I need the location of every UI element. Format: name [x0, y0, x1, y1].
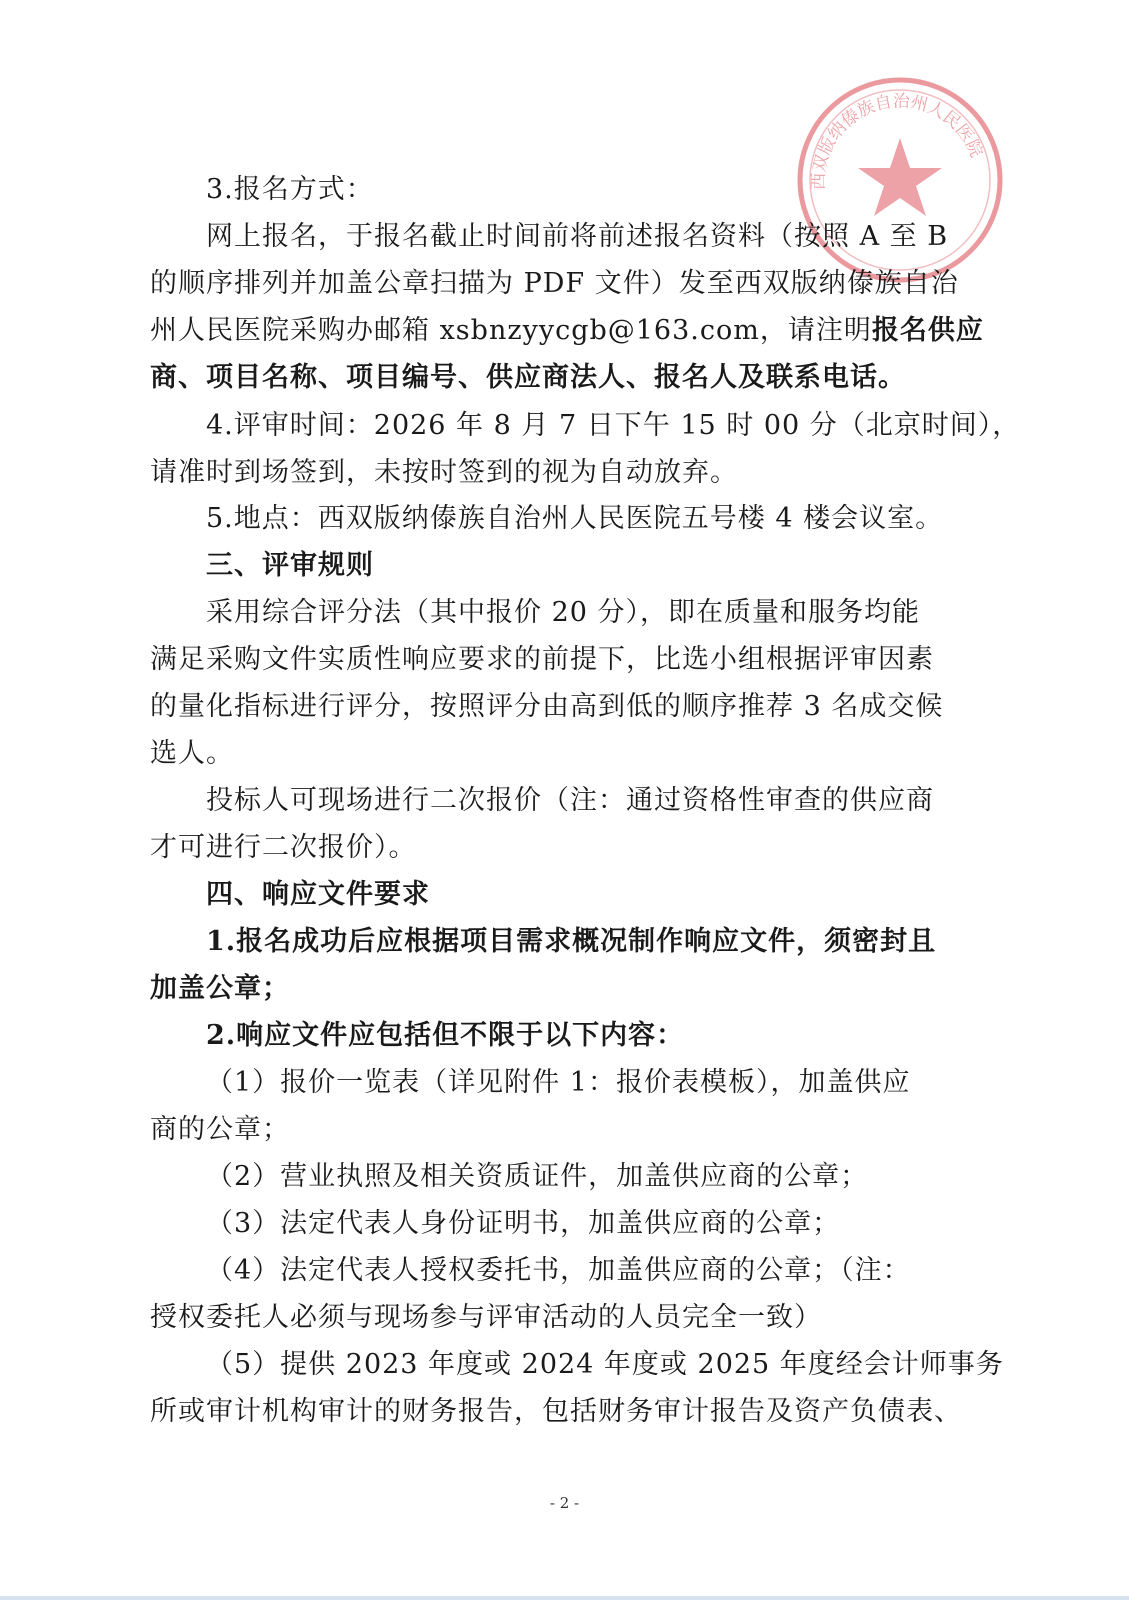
bottom-edge-divider — [0, 1596, 1129, 1600]
paragraph-line: 州人民医院采购办邮箱 xsbnzyycgb@163.com，请注明报名供应 — [150, 315, 984, 346]
paragraph-line: 的量化指标进行评分，按照评分由高到低的顺序推荐 3 名成交候 — [150, 691, 944, 722]
section-heading-review-rules: 三、评审规则 — [206, 550, 374, 581]
svg-text:西双版纳傣族自治州人民医院: 西双版纳傣族自治州人民医院 — [808, 91, 987, 190]
paragraph-line: 满足采购文件实质性响应要求的前提下，比选小组根据评审因素 — [150, 644, 934, 675]
list-item-4-cont: 授权委托人必须与现场参与评审活动的人员完全一致） — [150, 1302, 822, 1333]
paragraph-line: 的顺序排列并加盖公章扫描为 PDF 文件）发至西双版纳傣族自治 — [150, 268, 959, 299]
paragraph-line: 选人。 — [150, 738, 234, 769]
list-item-4: （4）法定代表人授权委托书，加盖供应商的公章；（注： — [206, 1255, 911, 1286]
paragraph-line-bold: 1.报名成功后应根据项目需求概况制作响应文件，须密封且 — [206, 926, 937, 957]
official-seal-icon — [790, 70, 1010, 290]
paragraph-line-bold: 商、项目名称、项目编号、供应商法人、报名人及联系电话。 — [150, 362, 906, 393]
list-item-1-cont: 商的公章； — [150, 1114, 290, 1145]
section-heading-registration-method: 3.报名方式： — [206, 174, 374, 205]
list-item-5: （5）提供 2023 年度或 2024 年度或 2025 年度经会计师事务 — [206, 1349, 1004, 1380]
section-heading-response-docs: 四、响应文件要求 — [206, 879, 430, 910]
paragraph-line-bold: 2.响应文件应包括但不限于以下内容： — [206, 1020, 685, 1051]
location-line: 5.地点：西双版纳傣族自治州人民医院五号楼 4 楼会议室。 — [206, 503, 944, 534]
review-time-line: 4.评审时间：2026 年 8 月 7 日下午 15 时 00 分（北京时间）， — [206, 410, 1021, 441]
paragraph-line: 网上报名，于报名截止时间前将前述报名资料（按照 A 至 B — [206, 221, 949, 252]
paragraph-line: 才可进行二次报价）。 — [150, 832, 417, 863]
paragraph-line: 采用综合评分法（其中报价 20 分），即在质量和服务均能 — [206, 597, 921, 628]
paragraph-line-bold: 加盖公章； — [150, 973, 290, 1004]
page-number: - 2 - — [549, 1494, 580, 1512]
paragraph-line: 请准时到场签到，未按时签到的视为自动放弃。 — [150, 457, 738, 488]
list-item-3: （3）法定代表人身份证明书，加盖供应商的公章； — [206, 1208, 841, 1239]
list-item-2: （2）营业执照及相关资质证件，加盖供应商的公章； — [206, 1161, 869, 1192]
paragraph-line: 投标人可现场进行二次报价（注：通过资格性审查的供应商 — [206, 785, 934, 816]
list-item-5-cont: 所或审计机构审计的财务报告，包括财务审计报告及资产负债表、 — [150, 1396, 962, 1427]
list-item-1: （1）报价一览表（详见附件 1：报价表模板），加盖供应 — [206, 1067, 911, 1098]
